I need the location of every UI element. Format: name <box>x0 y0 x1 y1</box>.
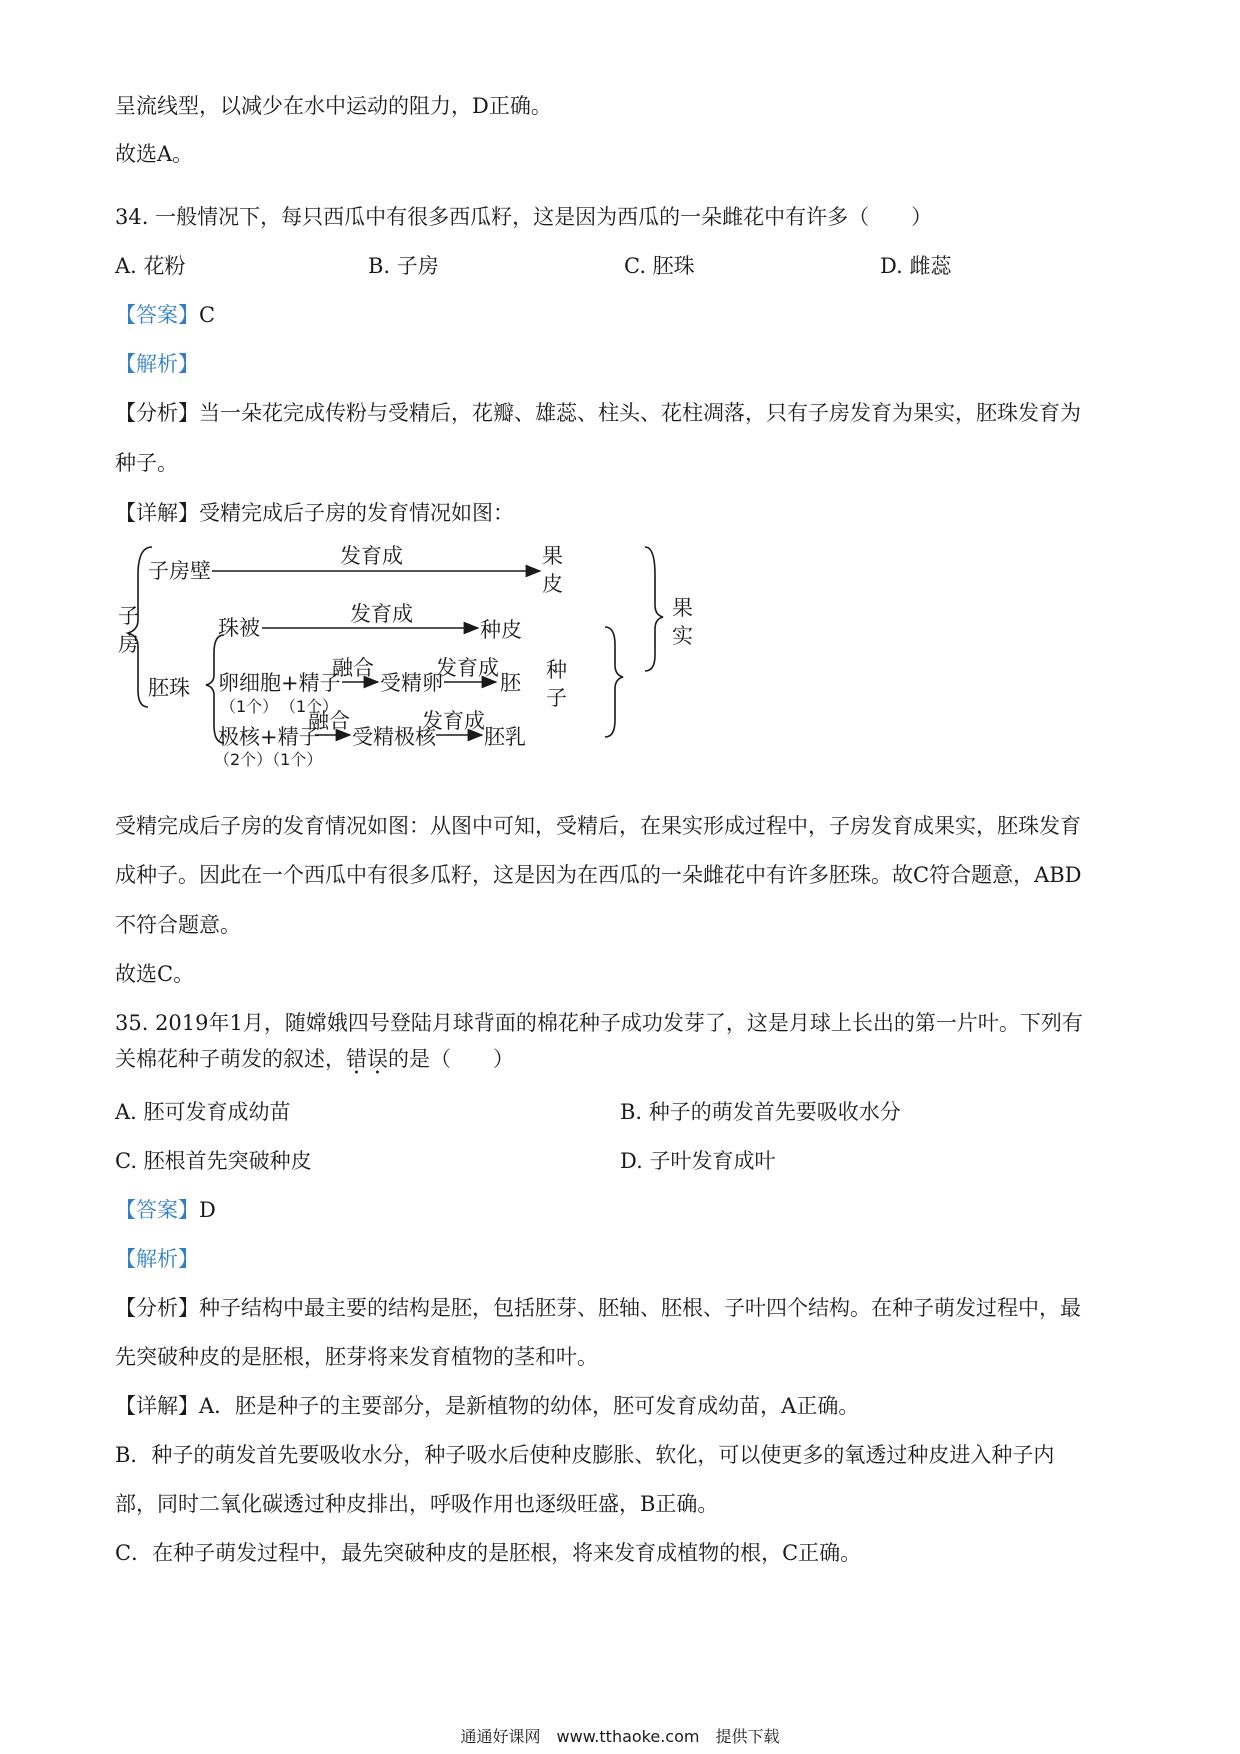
label-zhongzi-1: 种 <box>546 658 567 682</box>
option-a: A. 胚可发育成幼苗 <box>115 1100 291 1124</box>
option-c: C. 胚珠 <box>624 254 695 278</box>
answer-value: D <box>199 1198 216 1222</box>
text-line: 故选A。 <box>115 142 194 166</box>
question-35: 35. 2019年1月，随嫦娥四号登陆月球背面的棉花种子成功发芽了，这是月球上长出的第一片叶。下列有 <box>115 1011 1083 1035</box>
label-guoshi-2: 实 <box>672 624 693 648</box>
answer-35 <box>115 1196 216 1224</box>
label-ronghe-1: 融合 <box>332 656 374 680</box>
label-luanxibao-jingzi: 卵细胞+精子 <box>218 671 341 695</box>
label-count-1a: （1个） <box>220 697 279 716</box>
text-line: B．种子的萌发首先要吸收水分，种子吸水后使种皮膨胀、软化，可以使更多的氧透过种皮进入种子内 <box>115 1443 1055 1467</box>
text-line: 故选C。 <box>115 962 195 986</box>
label-fayucheng-3: 发育成 <box>436 656 499 680</box>
text-line: 种子。 <box>115 451 178 475</box>
label-zhongpi: 种皮 <box>480 618 522 642</box>
label-guoshi-1: 果 <box>672 596 693 620</box>
brace-zhongzi <box>605 627 623 737</box>
label-shoujingjihe: 受精极核 <box>352 725 436 749</box>
option-c: C. 胚根首先突破种皮 <box>115 1149 312 1173</box>
page-footer: 通通好课网 www.tthaoke.com 提供下载 <box>460 1727 780 1746</box>
label-zhongzi-2: 子 <box>546 686 567 710</box>
text-line: 受精完成后子房的发育情况如图：从图中可知，受精后，在果实形成过程中，子房发育成果实，胚珠发育 <box>115 814 1081 838</box>
label-zifang-2: 房 <box>118 632 139 656</box>
label-pei: 胚 <box>500 671 521 695</box>
answer-tag: 【答案】 <box>115 303 199 327</box>
label-peiru: 胚乳 <box>484 725 526 749</box>
question-35-line2: 关棉花种子萌发的叙述，错误的是（ ） <box>115 1047 514 1071</box>
text-line: 先突破种皮的是胚根，胚芽将来发育植物的茎和叶。 <box>115 1345 598 1369</box>
label-count-2: （2个）（1个） <box>214 750 323 769</box>
analysis-heading: 【解析】 <box>115 1247 199 1271</box>
xiangjie-tag: 【详解】 <box>115 1394 199 1418</box>
question-34: 34. 一般情况下，每只西瓜中有很多西瓜籽，这是因为西瓜的一朵雌花中有许多（ ） <box>115 205 933 229</box>
text-line: 成种子。因此在一个西瓜中有很多瓜籽，这是因为在西瓜的一朵雌花中有许多胚珠。故C符合题意，ABD <box>115 863 1082 887</box>
emphasis-char: 错 <box>346 1047 367 1071</box>
label-shoujingluan: 受精卵 <box>380 671 443 695</box>
label-peizhu: 胚珠 <box>148 676 190 700</box>
answer-34 <box>115 301 215 329</box>
option-d: D. 子叶发育成叶 <box>620 1149 776 1173</box>
detail-34: 【详解】受精完成后子房的发育情况如图： <box>115 501 514 525</box>
analysis-34: 【分析】当一朵花完成传粉与受精后，花瓣、雄蕊、柱头、花柱凋落，只有子房发育为果实，胚珠发育为 <box>115 401 1081 425</box>
ovary-development-diagram <box>110 535 700 795</box>
xiangjie-tag: 【详解】 <box>115 501 199 525</box>
answer-value: C <box>199 303 216 327</box>
fenxi-tag: 【分析】 <box>115 1296 199 1320</box>
label-fayucheng-4: 发育成 <box>422 709 485 733</box>
label-fayucheng-1: 发育成 <box>340 544 403 568</box>
label-zifangbi: 子房壁 <box>148 559 211 583</box>
answer-tag: 【答案】 <box>115 1198 199 1222</box>
label-jihe-jingzi: 极核+精子 <box>218 725 320 749</box>
analysis-heading: 【解析】 <box>115 352 199 376</box>
label-zhubei: 珠被 <box>218 616 260 640</box>
label-count-1b: （1个） <box>280 697 339 716</box>
label-fayucheng-2: 发育成 <box>350 602 413 626</box>
detail-35: 【详解】A．胚是种子的主要部分，是新植物的幼体，胚可发育成幼苗，A正确。 <box>115 1394 860 1418</box>
analysis-35: 【分析】种子结构中最主要的结构是胚，包括胚芽、胚轴、胚根、子叶四个结构。在种子萌发过程中，最 <box>115 1296 1081 1320</box>
option-a: A. 花粉 <box>115 254 186 278</box>
text-line: 不符合题意。 <box>115 913 241 937</box>
label-zifang-1: 子 <box>118 604 139 628</box>
label-ronghe-2: 融合 <box>308 709 350 733</box>
label-guopi-1: 果 <box>542 544 563 568</box>
emphasis-char: 误 <box>367 1047 388 1071</box>
option-d: D. 雌蕊 <box>880 254 952 278</box>
label-guopi-2: 皮 <box>542 572 563 596</box>
option-b: B. 种子的萌发首先要吸收水分 <box>620 1100 901 1124</box>
text-line: C．在种子萌发过程中，最先突破种皮的是胚根，将来发育成植物的根，C正确。 <box>115 1541 862 1565</box>
option-b: B. 子房 <box>368 254 439 278</box>
text-line: 呈流线型，以减少在水中运动的阻力，D正确。 <box>115 94 552 118</box>
text-line: 部，同时二氧化碳透过种皮排出，呼吸作用也逐级旺盛，B正确。 <box>115 1492 719 1516</box>
fenxi-tag: 【分析】 <box>115 401 199 425</box>
brace-guoshi <box>645 547 663 671</box>
